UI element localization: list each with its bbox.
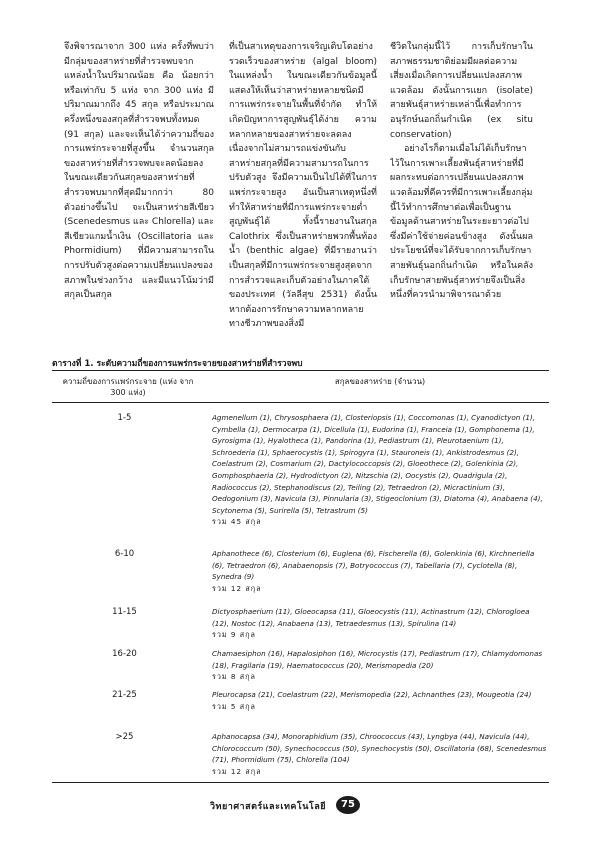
frequency-range: 6-10: [114, 549, 135, 559]
page-number: 75: [336, 796, 360, 814]
genera-total: รวม 9 สกุล: [212, 630, 256, 640]
genera-text: Aphanothece (6), Closterium (6), Euglena (6), Fischerella (6), Golenkinia (6), Kirchneriella (6), Tetraedron (6), Anabaenopsis (7), Botryococcus (7), Tabellaria (7), Cyclotella (8), Synedra (9): [212, 549, 535, 582]
paragraph: ชีวิตในกลุ่มนี้ไว้ การเก็บรักษาในสภาพธรรมชาติย่อมมีผลต่อความเสี่ยงเมื่อเกิดการเปลี่ยนแปลงสภาพแวดล้อม ดังนั้นการแยก (isolate) สายพันธุ์สาหร่ายเหล่านี้เพื่อทำการอนุรักษ์นอกถิ่นกำเนิด (ex situ conservation): [390, 42, 533, 140]
genera-text: Pleurocapsa (21), Coelastrum (22), Merismopedia (22), Achnanthes (23), Mougeotia (24): [212, 690, 532, 699]
genera-list: [212, 731, 547, 777]
paragraph: ที่เป็นสาเหตุของการเจริญเติบโตอย่างรวดเร็วของสาหร่าย (algal bloom) ในแหล่งน้ำ ในขณะเดียวกันข้อมูลนี้แสดงให้เห็นว่าสาหร่ายหลายชนิดมีการแพร่กระจายในพื้นที่จำกัด ทำให้เกิดปัญหาการสูญพันธุ์ได้ง่าย ความหลากหลายของสาหร่ายจะลดลง เนื่องจากไม่สามารถแข่งขันกับสาหร่ายสกุลที่มีความสามารถในการปรับตัวสูง จึงมีความเป็นไปได้ที่ในการแพร่กระจายสูง อันเป็นสาเหตุหนึ่งที่ทำให้สาหร่ายที่มีการแพร่กระจายต่ำสูญพันธุ์ได้ ทั้งนี้รายงานในสกุล Calothrix ซึ่งเป็นสาหร่ายพวกพื้นท้องน้ำ (benthic algae) ที่มีรายงานว่าเป็นสกุลที่มีการแพร่กระจายสูงสุดจากการสำรวจและเก็บตัวอย่างในภาคใต้ของประเทศ (วัลลีสุข 2531) ดังนั้นหากต้องการรักษาความหลากหลายทางชีวภาพของสิ่งมี: [229, 42, 377, 330]
text-column-3: [390, 40, 533, 303]
frequency-range: 21-25: [112, 690, 137, 700]
text-column-2: [229, 40, 377, 332]
frequency-range: >25: [115, 732, 134, 742]
genera-text: Aphanocapsa (34), Monoraphidium (35), Chroococcus (43), Lyngbya (44), Navicula (44), Chlorococcum (50), Synechococcus (50), Synechocystis (50), Oscillatoria (68), Scenedesmus (71), Phormidium (75), Chlorella (104): [212, 732, 547, 765]
table-rule-header: [52, 402, 549, 403]
genera-text: Chamaesiphon (16), Hapalosiphon (16), Microcystis (17), Pediastrum (17), Chlamydomonas (18), Fragilaria (19), Haematococcus (20), Merismopedia (20): [212, 649, 543, 670]
paragraph: อย่างไรก็ตามเมื่อไม่ได้เก็บรักษาไว้ในการเพาะเลี้ยงพันธุ์สาหร่ายที่มีผลกระทบต่อการเปลี่ยนแปลงสภาพแวดล้อมที่ดีควรที่มีการเพาะเลี้ยงกลุ่มนี้ไว้ทำการศึกษาต่อเพื่อเป็นฐานข้อมูลด้านสาหร่ายในระยะยาวต่อไป ซึ่งมีค่าใช้จ่ายค่อนข้างสูง ดังนั้นผลประโยชน์ที่จะได้รับจากการเก็บรักษาสายพันธุ์นอกถิ่นกำเนิด หรือในคลังเก็บรักษาสายพันธุ์สาหร่ายจึงเป็นสิ่งหนึ่งที่ควรนำมาพิจารณาด้วย: [390, 144, 533, 301]
paragraph: จึงพิจารณาจาก 300 แห่ง ครั้งที่พบว่า มีกลุ่มของสาหร่ายที่สำรวจพบจากแหล่งน้ำในปริมาณน้อย คือ น้อยกว่าหรือเท่ากับ 5 แห่ง จาก 300 แห่ง มีปริมาณมากถึง 45 สกุล หรือประมาณครึ่งหนึ่งของสกุลที่สำรวจพบทั้งหมด (91 สกุล) และจะเห็นได้ว่าความถี่ของการแพร่กระจายที่สูงขึ้น จำนวนสกุลของสาหร่ายที่สำรวจพบจะลดน้อยลง ในขณะเดียวกันสกุลของสาหร่ายที่สำรวจพบมากที่สุดมีมากกว่า 80 ตัวอย่างขึ้นไป จะเป็นสาหร่ายสีเขียว (Scenedesmus และ Chlorella) และสีเขียวแกมน้ำเงิน (Oscillatoria และ Phormidium) ที่มีความสามารถในการปรับตัวสูงต่อความเปลี่ยนแปลงของสภาพในช่วงกว้าง และมีแนวโน้มว่ามีสกุลเป็นสกุล: [64, 42, 214, 301]
frequency-range: 16-20: [112, 649, 137, 659]
genera-total: รวม 5 สกุล: [212, 701, 256, 711]
genera-total: รวม 12 สกุล: [212, 583, 262, 593]
genera-total: รวม 8 สกุล: [212, 672, 256, 682]
page-footer: [210, 796, 390, 816]
text-column-1: [64, 40, 214, 303]
genera-list: [212, 606, 547, 641]
table-caption: ตารางที่ 1. ระดับความถี่ของการแพร่กระจายของสาหร่ายที่สำรวจพบ: [52, 359, 303, 369]
frequency-range: 1-5: [117, 413, 132, 423]
table-rule-bottom: [52, 782, 549, 783]
genera-list: [212, 648, 547, 683]
journal-title: วิทยาศาสตร์และเทคโนโลยี: [210, 802, 327, 812]
genera-list: [212, 548, 547, 594]
genera-total: รวม 12 สกุล: [212, 766, 262, 776]
table-header-genera: สกุลของสาหร่าย (จำนวน): [334, 377, 426, 386]
genera-list: [212, 689, 547, 712]
genera-text: Agmenellum (1), Chrysosphaera (1), Closteriopsis (1), Coccomonas (1), Cyanodictyon (1), Cymbella (1), Dermocarpa (1), Dicellula (1), Eudorina (1), Franceia (1), Gomphonema (1), Gyrosigma (1), Hyalotheca (1), Pandorina (1), Pediastrum (1), Pleurotaenium (1), Schroederia (1), Sphaerocystis (1), Spirogyra (1), Stauroneis (1), Ankistrodesmus (2), Coelastrum (2), Cosmarium (2), Dactylococcopsis (2), Gloeothece (2), Golenkinia (2), Gomphosphaeria (2), Hydrodictyon (2), Nitzschia (2), Oocystis (2), Quadrigula (2), Radiococcus (2), Stephanodiscus (2), Teiling (2), Tetraedron (2), Micractinium (3), Oedogonium (3), Navicula (3), Pinnularia (3), Stigeoclonium (3), Diatoma (4), Anabaena (4), Scytonema (5), Surirella (5), Tetrastrum (5): [212, 413, 543, 515]
table-header-frequency: ความถี่ของการแพร่กระจาย (แห่ง จาก 300 แห่ง): [62, 377, 194, 397]
frequency-range: 11-15: [112, 607, 137, 617]
table-rule-top: [52, 370, 549, 371]
genera-total: รวม 45 สกุล: [212, 517, 262, 527]
genera-text: Dictyosphaerium (11), Gloeocapsa (11), Gloeocystis (11), Actinastrum (12), Chlorogloea (12), Nostoc (12), Anabaena (13), Tetraedesmus (13), Spirulina (14): [212, 607, 530, 628]
genera-list: [212, 412, 547, 528]
